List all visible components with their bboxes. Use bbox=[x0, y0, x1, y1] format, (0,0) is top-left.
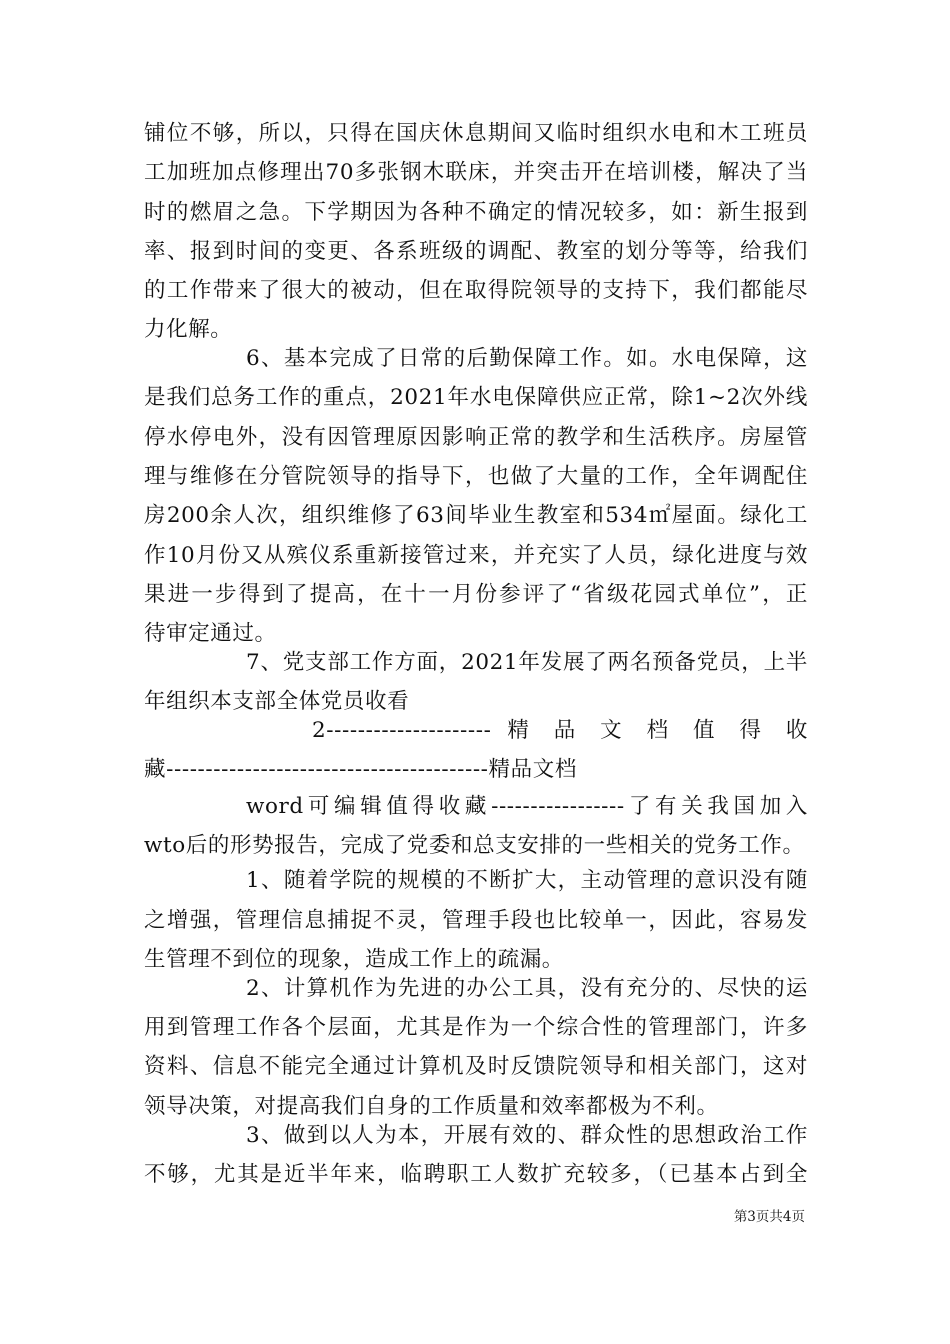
paragraph-line: 用到管理工作各个层面，尤其是作为一个综合性的管理部门，许多 bbox=[144, 1015, 808, 1040]
paragraph-line: 不够，尤其是近半年来，临聘职工人数扩充较多，（已基本占到全 bbox=[144, 1162, 808, 1187]
paragraph-line: 铺位不够，所以，只得在国庆休息期间又临时组织水电和木工班员 bbox=[144, 121, 808, 146]
paragraph-line: 7、党支部工作方面，2021年发展了两名预备党员，上半 bbox=[246, 650, 808, 675]
paragraph-line: 领导决策，对提高我们自身的工作质量和效率都极为不利。 bbox=[144, 1094, 719, 1119]
paragraph-line: 年组织本支部全体党员收看 bbox=[144, 689, 410, 714]
paragraph-line: 1、随着学院的规模的不断扩大，主动管理的意识没有随 bbox=[246, 868, 808, 893]
paragraph-line: 作10月份又从殡仪系重新接管过来，并充实了人员，绿化进度与效 bbox=[144, 543, 808, 568]
paragraph-line: 生管理不到位的现象，造成工作上的疏漏。 bbox=[144, 947, 564, 972]
paragraph-line: 力化解。 bbox=[144, 317, 233, 342]
paragraph-line: 果进一步得到了提高，在十一月份参评了“省级花园式单位”，正 bbox=[144, 582, 808, 607]
watermark-line: 2--------------------- 精 品 文 档 值 得 收 bbox=[312, 718, 808, 743]
paragraph-line: 工加班加点修理出70多张钢木联床，并突击开在培训楼，解决了当 bbox=[144, 160, 808, 185]
paragraph-line: 房200余人次，组织维修了63间毕业生教室和534㎡屋面。绿化工 bbox=[144, 503, 808, 528]
paragraph-line: 的工作带来了很大的被动，但在取得院领导的支持下，我们都能尽 bbox=[144, 278, 808, 303]
paragraph-line: 2、计算机作为先进的办公工具，没有充分的、尽快的运 bbox=[246, 976, 808, 1001]
paragraph-line: 之增强，管理信息捕捉不灵，管理手段也比较单一，因此，容易发 bbox=[144, 908, 808, 933]
paragraph-line: 6、基本完成了日常的后勤保障工作。如。水电保障，这 bbox=[246, 346, 808, 371]
paragraph-line: 理与维修在分管院领导的指导下，也做了大量的工作，全年调配住 bbox=[144, 464, 808, 489]
watermark-line: 藏-----------------------------------------精品文档 bbox=[144, 757, 577, 782]
paragraph-line: 资料、信息不能完全通过计算机及时反馈院领导和相关部门，这对 bbox=[144, 1054, 808, 1079]
watermark-line: word可编辑值得收藏-----------------了有关我国加入 bbox=[246, 794, 808, 819]
paragraph-line: 时的燃眉之急。下学期因为各种不确定的情况较多，如：新生报到 bbox=[144, 200, 808, 225]
paragraph-line: 3、做到以人为本，开展有效的、群众性的思想政治工作 bbox=[246, 1123, 808, 1148]
paragraph-line: 率、报到时间的变更、各系班级的调配、教室的划分等等，给我们 bbox=[144, 239, 808, 264]
page-number: 第3页共4页 bbox=[733, 1209, 805, 1225]
paragraph-line: 待审定通过。 bbox=[144, 621, 277, 646]
paragraph-line: wto后的形势报告，完成了党委和总支安排的一些相关的党务工作。 bbox=[144, 833, 805, 858]
paragraph-line: 是我们总务工作的重点，2021年水电保障供应正常，除1~2次外线 bbox=[144, 385, 808, 410]
paragraph-line: 停水停电外，没有因管理原因影响正常的教学和生活秩序。房屋管 bbox=[144, 425, 808, 450]
